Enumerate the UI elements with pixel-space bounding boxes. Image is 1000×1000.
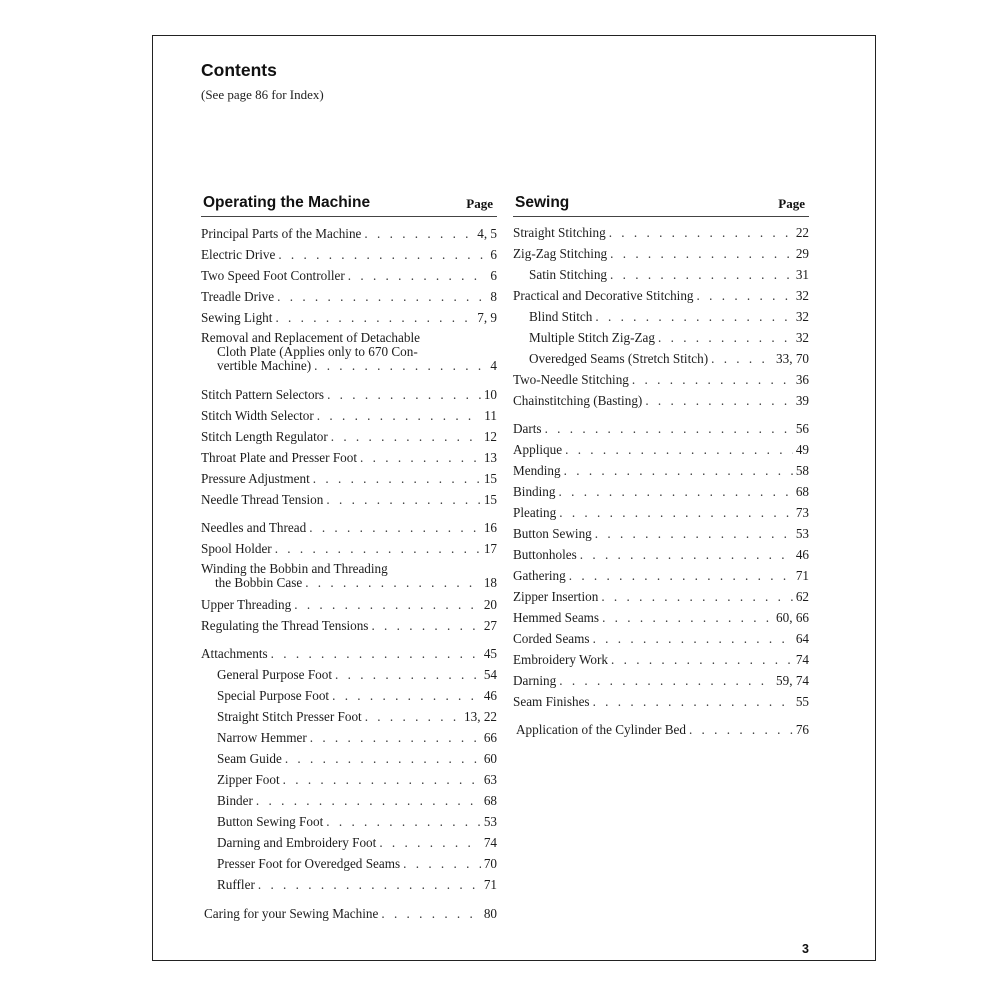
entry-page: 49	[795, 442, 809, 457]
entry-label: Sewing Light	[201, 310, 273, 325]
entry-label: Two Speed Foot Controller	[201, 268, 345, 283]
leader-dots	[256, 794, 481, 808]
leader-dots	[360, 451, 481, 465]
toc-entry	[201, 710, 497, 724]
toc-entry	[513, 506, 809, 520]
entry-page: 4, 5	[477, 226, 497, 241]
toc-entry	[513, 352, 809, 366]
entry-page: 63	[483, 772, 497, 787]
toc-entry	[513, 310, 809, 324]
entry-label: vertible Machine)	[217, 358, 312, 373]
leader-dots	[275, 542, 481, 556]
entry-page: 53	[483, 814, 497, 829]
entry-page: 70	[483, 856, 497, 871]
leader-dots	[545, 422, 793, 436]
toc-entry	[513, 394, 809, 408]
entry-page: 68	[795, 484, 809, 499]
leader-dots	[565, 443, 793, 457]
entry-label: Button Sewing	[513, 526, 592, 541]
entry-page: 18	[483, 575, 497, 590]
entry-page: 17	[483, 541, 497, 556]
toc-entry	[201, 731, 497, 745]
entry-page: 54	[483, 667, 497, 682]
leader-dots	[327, 388, 481, 402]
toc-entry	[513, 422, 809, 436]
entry-label: Zig-Zag Stitching	[513, 246, 608, 261]
leader-dots	[645, 394, 793, 408]
entry-page: 10	[483, 387, 497, 402]
entry-label: Presser Foot for Overedged Seams	[217, 856, 401, 871]
leader-dots	[559, 674, 773, 688]
entry-label: Practical and Decorative Stitching	[513, 288, 694, 303]
entry-label: Overedged Seams (Stretch Stitch)	[529, 351, 709, 366]
leader-dots	[313, 472, 481, 486]
page-column-label: Page	[466, 196, 493, 211]
entry-label: Needle Thread Tension	[201, 492, 324, 507]
toc-entry	[513, 247, 809, 261]
toc-column-operating	[201, 194, 497, 921]
entry-label: Binding	[513, 484, 556, 499]
leader-dots	[285, 752, 481, 766]
entry-page: 15	[483, 492, 497, 507]
toc-entry	[201, 815, 497, 829]
entry-label: Buttonholes	[513, 547, 577, 562]
entry-page: 31	[795, 267, 809, 282]
entry-page: 33, 70	[776, 351, 809, 366]
leader-dots	[331, 430, 481, 444]
entry-page: 60, 66	[776, 610, 809, 625]
entry-page: 68	[483, 793, 497, 808]
leader-dots	[403, 857, 481, 871]
toc-column-sewing	[513, 194, 809, 737]
leader-dots	[364, 227, 474, 241]
entry-page: 58	[795, 463, 809, 478]
leader-dots	[609, 226, 793, 240]
toc-entry	[201, 430, 497, 444]
toc-entry	[513, 331, 809, 345]
toc-entry	[513, 632, 809, 646]
leader-dots	[569, 569, 793, 583]
leader-dots	[610, 247, 793, 261]
toc-entry	[201, 836, 497, 850]
entry-page: 60	[483, 751, 497, 766]
entry-page: 8	[490, 289, 497, 304]
leader-dots	[305, 576, 481, 590]
toc-entry	[513, 674, 809, 688]
entry-label: Regulating the Thread Tensions	[201, 618, 369, 633]
toc-entry	[513, 723, 809, 737]
leader-dots	[277, 290, 487, 304]
page-column-label: Page	[778, 196, 805, 211]
toc-entry	[201, 878, 497, 892]
entry-label: Darning	[513, 673, 557, 688]
entry-label: Binder	[217, 793, 253, 808]
entry-label: Satin Stitching	[529, 267, 608, 282]
entry-page: 76	[795, 722, 809, 737]
toc-entry	[513, 653, 809, 667]
leader-dots	[602, 611, 773, 625]
toc-entry	[513, 373, 809, 387]
entry-page: 64	[795, 631, 809, 646]
entry-label: Mending	[513, 463, 561, 478]
toc-entry	[201, 311, 497, 325]
entry-page: 11	[484, 408, 497, 423]
entry-label: Throat Plate and Presser Foot	[201, 450, 358, 465]
leader-dots	[601, 590, 792, 604]
entry-page: 71	[795, 568, 809, 583]
toc-entry	[513, 548, 809, 562]
toc-entry	[513, 590, 809, 604]
leader-dots	[593, 695, 793, 709]
entry-page: 32	[795, 309, 809, 324]
leader-dots	[317, 409, 482, 423]
toc-entry	[201, 388, 497, 402]
entry-label: Principal Parts of the Machine	[201, 226, 362, 241]
entry-page: 73	[795, 505, 809, 520]
toc-entry	[201, 542, 497, 556]
toc-entry	[201, 409, 497, 423]
toc-entry	[201, 907, 497, 921]
entry-label: Zipper Insertion	[513, 589, 599, 604]
entry-page: 71	[483, 877, 497, 892]
leader-dots	[580, 548, 793, 562]
section-header	[513, 194, 809, 217]
entry-label: General Purpose Foot	[217, 667, 333, 682]
leader-dots	[595, 310, 792, 324]
entry-label: Treadle Drive	[201, 289, 275, 304]
toc-entry	[201, 562, 497, 590]
toc-entry	[201, 227, 497, 241]
leader-dots	[593, 632, 793, 646]
entry-page: 6	[490, 268, 497, 283]
page-title: Contents	[201, 60, 277, 80]
entry-label: Upper Threading	[201, 597, 292, 612]
leader-dots	[381, 907, 480, 921]
leader-dots	[379, 836, 480, 850]
toc-entry	[513, 289, 809, 303]
entry-label: Caring for your Sewing Machine	[204, 906, 379, 921]
leader-dots	[309, 521, 481, 535]
entry-label: Straight Stitch Presser Foot	[217, 709, 362, 724]
entry-page: 59, 74	[776, 673, 809, 688]
leader-dots	[294, 598, 481, 612]
entry-label: Narrow Hemmer	[217, 730, 307, 745]
toc-entry	[513, 443, 809, 457]
leader-dots	[632, 373, 793, 387]
toc-entry	[201, 331, 497, 373]
page-number: 3	[802, 942, 809, 956]
entry-page: 53	[795, 526, 809, 541]
entry-label: Straight Stitching	[513, 225, 606, 240]
toc-entry	[513, 268, 809, 282]
entry-label: Attachments	[201, 646, 268, 661]
entry-label: Darning and Embroidery Foot	[217, 835, 377, 850]
toc-entry	[513, 464, 809, 478]
toc-entry	[201, 619, 497, 633]
entry-label: Special Purpose Foot	[217, 688, 330, 703]
toc-entry	[201, 794, 497, 808]
toc-entry	[201, 269, 497, 283]
entry-label: Stitch Length Regulator	[201, 429, 328, 444]
leader-dots	[689, 723, 793, 737]
entry-page: 20	[483, 597, 497, 612]
leader-dots	[371, 619, 480, 633]
entry-page: 32	[795, 330, 809, 345]
entry-label: Blind Stitch	[529, 309, 593, 324]
entry-page: 36	[795, 372, 809, 387]
entry-label: Corded Seams	[513, 631, 590, 646]
entry-label: Zipper Foot	[217, 772, 280, 787]
entry-label: Cloth Plate (Applies only to 670 Con-	[217, 344, 418, 359]
section-title: Operating the Machine	[203, 194, 371, 211]
entry-page: 4	[490, 358, 497, 373]
toc-entry	[201, 521, 497, 535]
toc-entry	[513, 527, 809, 541]
leader-dots	[658, 331, 793, 345]
entry-page: 45	[483, 646, 497, 661]
entry-label: Needles and Thread	[201, 520, 307, 535]
toc-entry	[201, 857, 497, 871]
toc-entry	[201, 668, 497, 682]
toc-entry	[513, 569, 809, 583]
entry-page: 12	[483, 429, 497, 444]
entry-label: Pressure Adjustment	[201, 471, 310, 486]
toc-entry	[513, 485, 809, 499]
toc-entry	[201, 493, 497, 507]
toc-entry	[513, 611, 809, 625]
entry-label: Darts	[513, 421, 542, 436]
leader-dots	[314, 359, 487, 373]
leader-dots	[711, 352, 773, 366]
leader-dots	[283, 773, 481, 787]
entry-label: Two-Needle Stitching	[513, 372, 629, 387]
entry-label: Pleating	[513, 505, 557, 520]
entry-page: 74	[795, 652, 809, 667]
leader-dots	[310, 731, 481, 745]
leader-dots	[258, 878, 481, 892]
leader-dots	[559, 506, 793, 520]
entry-page: 32	[795, 288, 809, 303]
entry-page: 22	[795, 225, 809, 240]
leader-dots	[326, 815, 481, 829]
entry-page: 46	[795, 547, 809, 562]
leader-dots	[365, 710, 461, 724]
document-page	[152, 35, 876, 961]
entry-label: Stitch Width Selector	[201, 408, 314, 423]
entry-label: the Bobbin Case	[215, 575, 303, 590]
page-subtitle: (See page 86 for Index)	[201, 87, 324, 102]
entry-label: Spool Holder	[201, 541, 272, 556]
entry-page: 16	[483, 520, 497, 535]
entry-page: 39	[795, 393, 809, 408]
leader-dots	[697, 289, 793, 303]
toc-entry	[201, 752, 497, 766]
entry-page: 74	[483, 835, 497, 850]
leader-dots	[278, 248, 487, 262]
toc-entry	[201, 689, 497, 703]
leader-dots	[595, 527, 793, 541]
entry-label: Embroidery Work	[513, 652, 609, 667]
leader-dots	[559, 485, 793, 499]
entry-page: 66	[483, 730, 497, 745]
entry-label: Hemmed Seams	[513, 610, 600, 625]
entry-page: 29	[795, 246, 809, 261]
entry-page: 15	[483, 471, 497, 486]
entry-label: Chainstitching (Basting)	[513, 393, 643, 408]
entry-page: 46	[483, 688, 497, 703]
entry-label: Applique	[513, 442, 563, 457]
leader-dots	[275, 311, 474, 325]
entry-label: Application of the Cylinder Bed	[516, 722, 686, 737]
entry-label: Electric Drive	[201, 247, 276, 262]
section-header	[201, 194, 497, 217]
leader-dots	[348, 269, 488, 283]
entry-page: 27	[483, 618, 497, 633]
entry-page: 56	[795, 421, 809, 436]
entry-page: 55	[795, 694, 809, 709]
leader-dots	[271, 647, 481, 661]
toc-entry	[201, 451, 497, 465]
toc-entry	[201, 290, 497, 304]
leader-dots	[326, 493, 480, 507]
entry-page: 6	[490, 247, 497, 262]
toc-entry	[201, 647, 497, 661]
toc-entry	[201, 248, 497, 262]
entry-label: Stitch Pattern Selectors	[201, 387, 325, 402]
toc-entry	[513, 226, 809, 240]
toc-entry	[513, 695, 809, 709]
entry-page: 62	[795, 589, 809, 604]
entry-label: Winding the Bobbin and Threading	[201, 561, 388, 576]
entry-label: Button Sewing Foot	[217, 814, 324, 829]
entry-label: Gathering	[513, 568, 566, 583]
toc-entry	[201, 773, 497, 787]
leader-dots	[332, 689, 481, 703]
entry-label: Multiple Stitch Zig-Zag	[529, 330, 655, 345]
entry-label: Ruffler	[217, 877, 255, 892]
entry-page: 13	[483, 450, 497, 465]
toc-entry	[201, 472, 497, 486]
entry-page: 13, 22	[464, 709, 497, 724]
entry-page: 80	[483, 906, 497, 921]
toc-entry	[201, 598, 497, 612]
section-title: Sewing	[515, 194, 570, 211]
leader-dots	[610, 268, 793, 282]
entry-label: Seam Guide	[217, 751, 282, 766]
entry-label: Seam Finishes	[513, 694, 590, 709]
leader-dots	[564, 464, 793, 478]
leader-dots	[611, 653, 793, 667]
entry-page: 7, 9	[477, 310, 497, 325]
entry-label: Removal and Replacement of Detachable	[201, 330, 420, 345]
leader-dots	[335, 668, 481, 682]
